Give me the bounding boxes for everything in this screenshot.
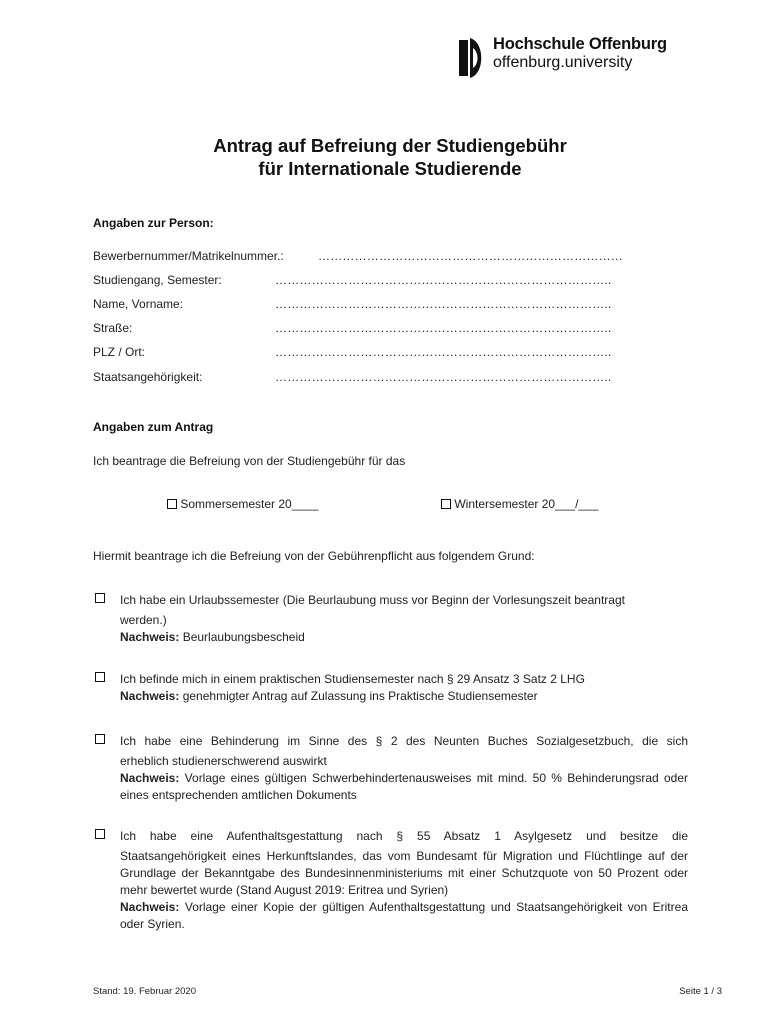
document-title-line-2: für Internationale Studierende xyxy=(258,158,522,179)
reason-2-first-line: Ich befinde mich in einem praktischen Studiensemester nach § 29 Ansatz 3 Satz 2 LHG xyxy=(120,672,585,686)
field-label-studiengang: Studiengang, Semester: xyxy=(93,273,222,287)
person-section-heading: Angaben zur Person: xyxy=(93,216,214,230)
reason-1-proof xyxy=(120,629,688,646)
reason-4-proof-label: Nachweis: xyxy=(120,900,180,914)
field-label-matrikelnummer: Bewerbernummer/Matrikelnummer.: xyxy=(93,249,284,263)
reason-intro: Hiermit beantrage ich die Befreiung von der Gebührenpflicht aus folgendem Grund: xyxy=(93,549,535,563)
summer-semester-label: Sommersemester 20____ xyxy=(180,497,319,511)
winter-semester-checkbox[interactable] xyxy=(441,499,451,509)
summer-semester-option[interactable] xyxy=(167,497,318,511)
reason-3-proof xyxy=(120,770,688,804)
field-label-staatsangehoerigkeit: Staatsangehörigkeit: xyxy=(93,370,203,384)
winter-semester-option[interactable] xyxy=(441,497,598,511)
reason-2-proof-text: genehmigter Antrag auf Zulassung ins Praktische Studiensemester xyxy=(182,689,538,703)
footer-date: Stand: 19. Februar 2020 xyxy=(93,986,196,997)
field-label-strasse: Straße: xyxy=(93,321,133,335)
reason-1-proof-label: Nachweis: xyxy=(120,630,180,644)
reason-2-checkbox[interactable] xyxy=(95,672,105,682)
antrag-intro: Ich beantrage die Befreiung von der Studiengebühr für das xyxy=(93,454,406,468)
document-title-line-1: Antrag auf Befreiung der Studiengebühr xyxy=(213,135,567,156)
reason-4-checkbox[interactable] xyxy=(95,829,105,839)
summer-semester-checkbox[interactable] xyxy=(167,499,177,509)
reason-4-proof xyxy=(120,899,688,933)
reason-2-proof-label: Nachweis: xyxy=(120,689,180,703)
university-logo xyxy=(459,36,667,80)
reason-3-checkbox[interactable] xyxy=(95,734,105,744)
reason-2-proof xyxy=(120,688,688,705)
field-input-plz-ort[interactable]: ……………………………………………………………………….. xyxy=(275,345,612,359)
logo-subtitle: offenburg.university xyxy=(493,53,633,71)
university-logo-mark-icon xyxy=(459,36,487,80)
reason-3-proof-label: Nachweis: xyxy=(120,771,180,785)
field-input-studiengang[interactable]: ……………………………………………………………………….. xyxy=(275,273,612,287)
reason-4-proof-text: Vorlage einer Kopie der gültigen Aufenthaltsgestattung und Staatsangehörigkeit von Eritrea oder Syrien. xyxy=(120,900,688,931)
reason-1-checkbox[interactable] xyxy=(95,593,105,603)
field-input-matrikelnummer[interactable]: ………………………………………………………………… xyxy=(318,249,623,263)
field-label-plz-ort: PLZ / Ort: xyxy=(93,345,146,359)
reason-2-block xyxy=(120,671,688,705)
reason-4-block xyxy=(120,828,688,933)
field-label-name: Name, Vorname: xyxy=(93,297,184,311)
footer-page-number: Seite 1 / 3 xyxy=(679,986,722,997)
antrag-section-heading: Angaben zum Antrag xyxy=(93,420,214,434)
reason-3-proof-text: Vorlage eines gültigen Schwerbehindertenausweises mit mind. 50 % Behinderungsrad oder eines entsprechenden amtlichen Dokuments xyxy=(120,771,688,802)
logo-name: Hochschule Offenburg xyxy=(493,35,667,53)
winter-semester-label: Wintersemester 20___/___ xyxy=(454,497,599,511)
reason-1-block xyxy=(120,592,688,646)
reason-3-block xyxy=(120,733,688,804)
field-input-staatsangehoerigkeit[interactable]: ……………………………………………………………………….. xyxy=(275,370,612,384)
reason-4-first-line: Ich habe eine Aufenthaltsgestattung nach § 55 Absatz 1 Asylgesetz und besitze die xyxy=(120,829,688,843)
reason-3-first-line: Ich habe eine Behinderung im Sinne des § 2 des Neunten Buches Sozialgesetzbuch, die sich xyxy=(120,734,688,748)
reason-1-first-line: Ich habe ein Urlaubssemester (Die Beurlaubung muss vor Beginn der Vorlesungszeit beantragt xyxy=(120,593,625,607)
reason-3-continuation: erheblich studienerschwerend auswirkt xyxy=(120,754,327,768)
reason-1-continuation: werden.) xyxy=(120,613,167,627)
field-input-strasse[interactable]: ……………………………………………………………………….. xyxy=(275,321,612,335)
reason-4-continuation: Staatsangehörigkeit eines Herkunftslandes, das vom Bundesamt für Migration und Flüchtlinge auf der Grundlage der Bekanntgabe des Bundesinnenministeriums mit einer Schutzquote von 50 Prozent oder mehr bewertet wurde (Stand August 2019: Eritrea und Syrien) xyxy=(120,849,688,897)
reason-1-proof-text: Beurlaubungsbescheid xyxy=(182,630,305,644)
field-input-name[interactable]: ……………………………………………………………………….. xyxy=(275,297,612,311)
